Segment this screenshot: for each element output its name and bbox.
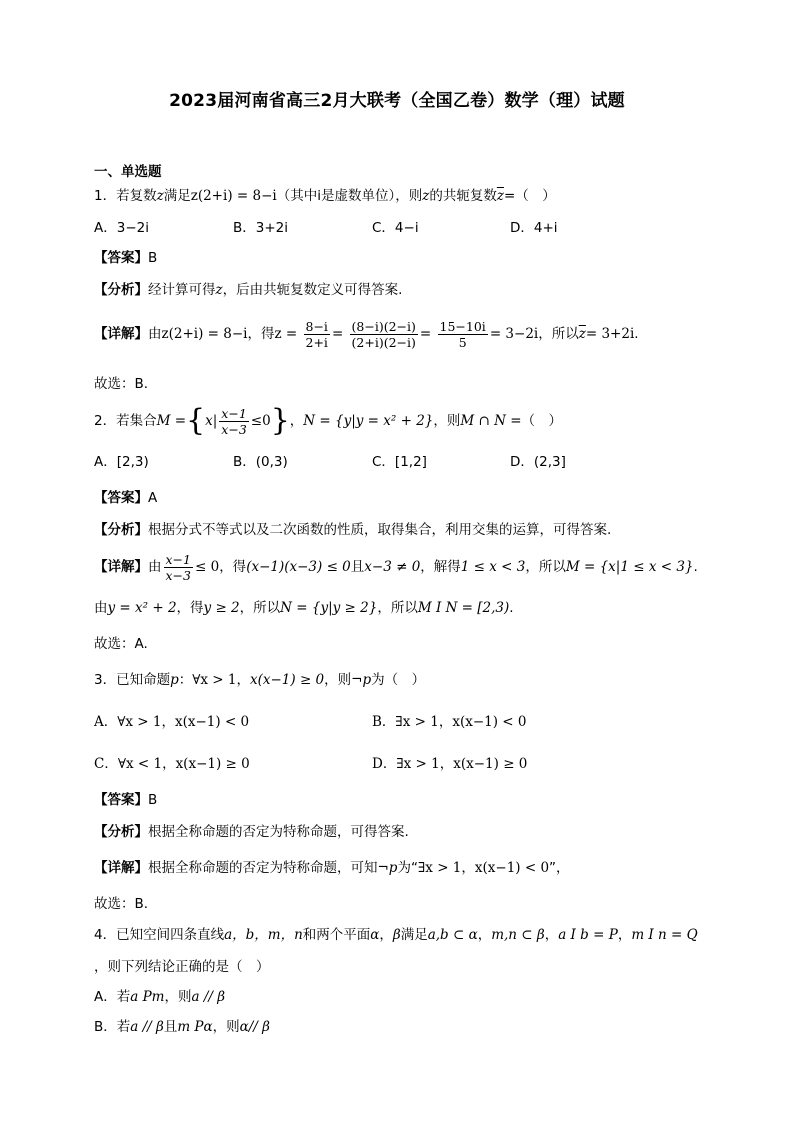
q2-answer: 【答案】A <box>94 490 158 506</box>
q3-option-d: D．∃x > 1，x(x−1) ≥ 0 <box>372 756 528 772</box>
q1-fraction-1: $\frac{8-i}{2+i}$ <box>305 318 328 350</box>
q4-option-b: B．若a // β且m Pα，则α// β <box>94 1019 270 1035</box>
q1-conclusion: 故选：B. <box>94 376 149 392</box>
q3-option-a: A．∀x > 1，x(x−1) < 0 <box>94 714 250 730</box>
q3-detail: 【详解】根据全称命题的否定为特称命题，可知¬p为“∃x > 1，x(x−1) < 0”， <box>94 860 570 876</box>
q4-stem: 4．已知空间四条直线a，b，m，n和两个平面α，β满足a,b ⊂ α，m,n ⊂ β，a I b = P，m I n = Q <box>94 927 698 943</box>
q1-answer: 【答案】B <box>94 250 158 266</box>
q1-option-a: A．3−2i <box>94 220 149 236</box>
q1-fraction-2: $\frac{(8-i)(2-i)}{(2+i)(2-i)}$ <box>351 318 416 350</box>
q4-option-a: A．若a Pm，则a // β <box>94 989 226 1005</box>
q1-option-d: D．4+i <box>510 220 558 236</box>
q1-fraction-3: $\frac{15-10i}{5}$ <box>439 318 486 350</box>
q2-option-a: A．[2,3) <box>94 454 149 470</box>
page-title: 2023届河南省高三2月大联考（全国乙卷）数学（理）试题 <box>169 91 625 111</box>
q4-stem-line-2: ，则下列结论正确的是（ ） <box>94 959 270 975</box>
q2-conclusion: 故选：A. <box>94 636 148 652</box>
q2-detail: 【详解】由 $\frac{x-1}{x-3}$ ≤ 0，得(x−1)(x−3) ≤ 0且x−3 ≠ 0，解得1 ≤ x < 3，所以M = {x|1 ≤ x < 3}. <box>94 551 698 583</box>
q2-detail-line-2: 由y = x² + 2，得y ≥ 2，所以N = {y|y ≥ 2}，所以M I N = [2,3). <box>94 600 514 616</box>
q3-option-c: C．∀x < 1，x(x−1) ≥ 0 <box>94 756 250 772</box>
q1-detail: 【详解】由z(2+i) = 8−i，得z = $\frac{8-i}{2+i}$ = $\frac{(8-i)(2-i)}{(2+i)(2-i)}$ = $\frac{15-10i}{5}$ = 3−2i，所以$\overline{z}= 3+2i$. <box>94 318 639 350</box>
q2-option-c: C．[1,2] <box>372 454 427 470</box>
q3-answer: 【答案】B <box>94 792 158 808</box>
q3-stem: 3．已知命题p：∀x > 1，x(x−1) ≥ 0，则¬p为（ ） <box>94 672 426 688</box>
q1-option-c: C．4−i <box>372 220 419 236</box>
q3-analysis: 【分析】根据全称命题的否定为特称命题，可得答案. <box>94 824 409 840</box>
q2-option-d: D．(2,3] <box>510 454 566 470</box>
section-heading: 一、单选题 <box>94 164 162 180</box>
q2-detail-fraction: $\frac{x-1}{x-3}$ <box>165 551 191 583</box>
q2-stem: 2．若集合M ={x| $\frac{x-1}{x-3}$ ≤0}，N = {y|y = x² + 2}，则M ∩ N =（ ） <box>94 403 563 438</box>
q1-stem: 1．若复数z满足z(2+i) = 8−i（其中i是虚数单位），则z的共轭复数$\overline{z}=$（ ） <box>94 188 556 204</box>
q1-analysis: 【分析】经计算可得z，后由共轭复数定义可得答案. <box>94 282 403 298</box>
q1-option-b: B．3+2i <box>233 220 289 236</box>
q2-option-b: B．(0,3) <box>233 454 288 470</box>
q3-conclusion: 故选：B. <box>94 896 149 912</box>
q2-analysis: 【分析】根据分式不等式以及二次函数的性质，取得集合，利用交集的运算，可得答案. <box>94 522 612 538</box>
q2-set-fraction: $\frac{x-1}{x-3}$ <box>221 405 247 437</box>
q3-option-b: B．∃x > 1，x(x−1) < 0 <box>372 714 527 730</box>
